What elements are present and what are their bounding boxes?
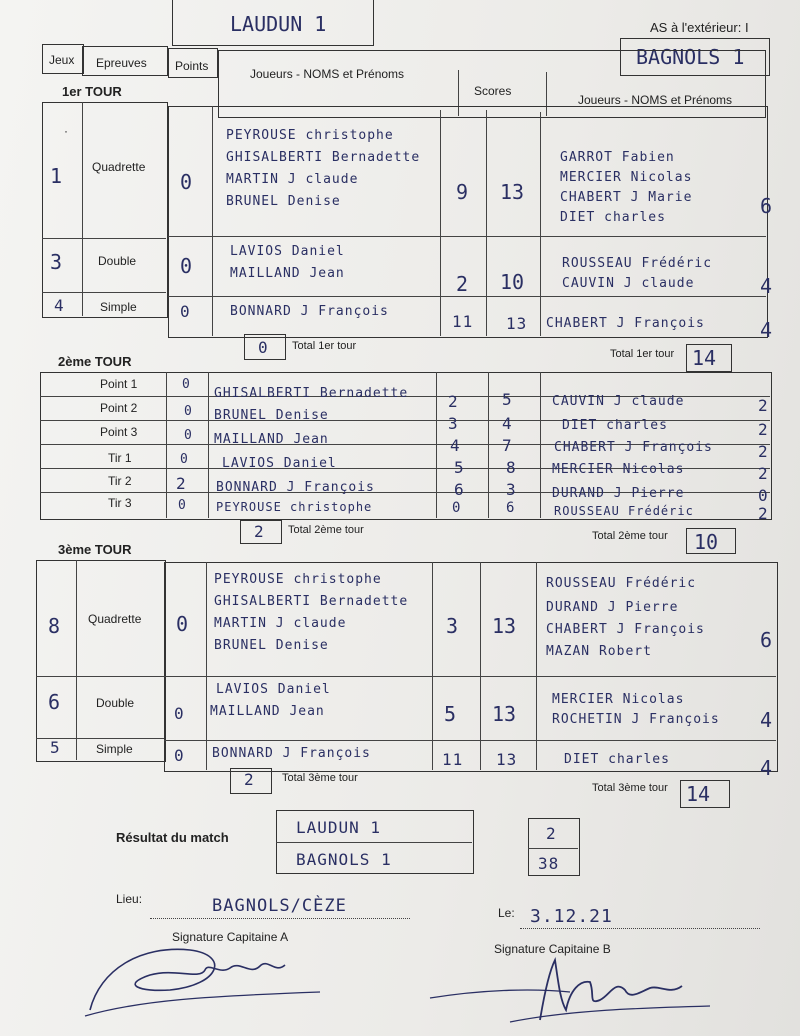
tour2-row5-score-a: 6 bbox=[454, 480, 465, 499]
tour2-row6-left: PEYROUSE christophe bbox=[216, 500, 373, 514]
tour3-game3-left-1: BONNARD J François bbox=[212, 746, 371, 761]
tour3-game2-num: 6 bbox=[48, 690, 61, 714]
tour2-row3-score-a: 4 bbox=[450, 436, 461, 455]
tour3-game2-right-1: MERCIER Nicolas bbox=[552, 692, 685, 707]
tour2-row5-points: 2 bbox=[176, 474, 187, 493]
tour2-row6-score-b: 6 bbox=[506, 500, 516, 516]
tour1-game1-left-4: BRUNEL Denise bbox=[226, 194, 341, 209]
header-scores: Scores bbox=[474, 84, 512, 98]
tour2-row4-event: Tir 1 bbox=[108, 451, 132, 465]
tour2-row5-score-b: 3 bbox=[506, 480, 517, 499]
header-joueurs-left: Joueurs - NOMS et Prénoms bbox=[250, 67, 405, 81]
tour1-left-grid bbox=[42, 102, 168, 318]
tour3-game1-left-4: BRUNEL Denise bbox=[214, 638, 329, 653]
header-joueurs-right: Joueurs - NOMS et Prénoms bbox=[578, 93, 733, 107]
tour3-left-grid bbox=[36, 560, 166, 762]
tour1-game1-score-b: 13 bbox=[500, 180, 525, 204]
tour1-game1-num: 1 bbox=[50, 164, 63, 188]
tour2-row5-right: DURAND J Pierre bbox=[552, 486, 685, 501]
tour2-row6-right: ROUSSEAU Frédéric bbox=[554, 504, 694, 518]
tour3-game1-right-points: 6 bbox=[760, 628, 773, 652]
tour1-game1-left-2: GHISALBERTI Bernadette bbox=[226, 150, 421, 165]
tour1-game1-right-3: CHABERT J Marie bbox=[560, 190, 693, 205]
tour2-total-right: 10 bbox=[694, 530, 719, 554]
tour3-game2-right-points: 4 bbox=[760, 708, 773, 732]
tour3-game1-points: 0 bbox=[176, 612, 189, 636]
tour3-total-left-label: Total 3ème tour bbox=[282, 772, 358, 784]
tour3-total-right: 14 bbox=[686, 782, 711, 806]
tour3-game1-event: Quadrette bbox=[88, 612, 142, 626]
tour2-row3-left: MAILLAND Jean bbox=[214, 432, 329, 447]
tour2-title: 2ème TOUR bbox=[58, 354, 132, 369]
tour3-game1-right-3: CHABERT J François bbox=[546, 622, 705, 637]
tour2-row1-left: GHISALBERTI Bernadette bbox=[214, 386, 409, 401]
header-jeux: Jeux bbox=[49, 53, 75, 67]
tour1-game3-score-b: 13 bbox=[506, 314, 528, 333]
tour3-game1-score-a: 3 bbox=[446, 614, 459, 638]
result-team-b: BAGNOLS 1 bbox=[296, 850, 392, 869]
tour1-game1-left-1: PEYROUSE christophe bbox=[226, 128, 394, 143]
tour2-row6-points: 0 bbox=[178, 498, 187, 513]
tour1-game3-event: Simple bbox=[100, 300, 137, 314]
tour2-total-right-label: Total 2ème tour bbox=[592, 530, 668, 542]
header-epreuves: Epreuves bbox=[96, 56, 147, 70]
date-value: 3.12.21 bbox=[530, 906, 613, 927]
tour2-row1-score-a: 2 bbox=[448, 392, 459, 411]
tour2-row2-points: 0 bbox=[184, 404, 193, 419]
tour3-game1-right-4: MAZAN Robert bbox=[546, 644, 652, 659]
tour2-row4-points: 0 bbox=[180, 452, 189, 467]
tour1-game2-event: Double bbox=[98, 254, 137, 268]
tour2-row4-left: LAVIOS Daniel bbox=[222, 456, 337, 471]
tour1-game2-right-1: ROUSSEAU Frédéric bbox=[562, 256, 713, 271]
tour3-game1-score-b: 13 bbox=[492, 614, 517, 638]
tour3-game3-points: 0 bbox=[174, 746, 185, 765]
tour2-row2-left: BRUNEL Denise bbox=[214, 408, 329, 423]
tour1-game2-num: 3 bbox=[50, 250, 63, 274]
tour1-game2-score-b: 10 bbox=[500, 270, 525, 294]
tour3-game3-event: Simple bbox=[96, 742, 133, 756]
tour2-row4-right-points: 2 bbox=[758, 464, 769, 483]
tour2-total-left: 2 bbox=[254, 522, 265, 541]
tour2-row6-event: Tir 3 bbox=[108, 496, 132, 510]
header-points: Points bbox=[175, 59, 209, 73]
tour1-game1-event: Quadrette bbox=[92, 160, 146, 174]
tour2-row1-event: Point 1 bbox=[100, 377, 138, 391]
tour3-game1-right-1: ROUSSEAU Frédéric bbox=[546, 576, 697, 591]
tour1-game2-right-points: 4 bbox=[760, 274, 773, 298]
home-team-name: LAUDUN 1 bbox=[230, 12, 327, 36]
tour1-game2-left-2: MAILLAND Jean bbox=[230, 266, 345, 281]
away-label: AS à l'extérieur: I bbox=[650, 20, 749, 35]
tour1-game1-points: 0 bbox=[180, 170, 193, 194]
signature-a-image bbox=[80, 930, 330, 1020]
tour3-game3-score-b: 13 bbox=[496, 750, 518, 769]
tour1-game1-left-3: MARTIN J claude bbox=[226, 172, 359, 187]
tour3-total-right-label: Total 3ème tour bbox=[592, 782, 668, 794]
tour3-game1-right-2: DURAND J Pierre bbox=[546, 600, 679, 615]
away-team-name: BAGNOLS 1 bbox=[636, 45, 745, 69]
lieu-value: BAGNOLS/CÈZE bbox=[212, 896, 347, 916]
signature-b-label: Signature Capitaine B bbox=[494, 942, 611, 956]
result-score-b: 38 bbox=[538, 854, 560, 873]
tour1-total-right-label: Total 1er tour bbox=[610, 348, 675, 360]
tour2-row6-score-a: 0 bbox=[452, 500, 462, 516]
date-label: Le: bbox=[498, 906, 515, 920]
tour1-game2-right-2: CAUVIN J claude bbox=[562, 276, 695, 291]
tour2-row4-score-a: 5 bbox=[454, 458, 465, 477]
tour2-row3-score-b: 7 bbox=[502, 436, 513, 455]
tour3-title: 3ème TOUR bbox=[58, 542, 132, 557]
tour2-row1-right-points: 2 bbox=[758, 396, 769, 415]
tour2-row4-right: MERCIER Nicolas bbox=[552, 462, 685, 477]
tour3-game2-left-2: MAILLAND Jean bbox=[210, 704, 325, 719]
tour3-game2-left-1: LAVIOS Daniel bbox=[216, 682, 331, 697]
tour2-row3-right: CHABERT J François bbox=[554, 440, 713, 455]
tour3-game3-score-a: 11 bbox=[442, 750, 464, 769]
tour3-game2-score-b: 13 bbox=[492, 702, 517, 726]
tour3-game3-right-points: 4 bbox=[760, 756, 773, 780]
tour1-game1-right-2: MERCIER Nicolas bbox=[560, 170, 693, 185]
signature-a-label: Signature Capitaine A bbox=[172, 930, 289, 944]
tour1-game1-right-1: GARROT Fabien bbox=[560, 150, 675, 165]
result-label: Résultat du match bbox=[116, 830, 229, 845]
tour3-game2-points: 0 bbox=[174, 704, 185, 723]
tour3-game1-left-3: MARTIN J claude bbox=[214, 616, 347, 631]
tour2-row2-right: DIET charles bbox=[562, 418, 668, 433]
tour2-row3-event: Point 3 bbox=[100, 425, 138, 439]
tour3-game2-score-a: 5 bbox=[444, 702, 457, 726]
tour3-game2-right-2: ROCHETIN J François bbox=[552, 712, 720, 727]
tour3-total-left: 2 bbox=[244, 770, 255, 789]
signature-b-image bbox=[420, 950, 720, 1030]
tour2-row5-right-points: 0 bbox=[758, 486, 769, 505]
tour2-row2-right-points: 2 bbox=[758, 420, 769, 439]
tour2-row6-right-points: 2 bbox=[758, 504, 769, 523]
tour1-game3-score-a: 11 bbox=[452, 312, 474, 331]
tour1-game3-num: 4 bbox=[54, 296, 64, 315]
score-sheet: LAUDUN 1 AS à l'extérieur: I BAGNOLS 1 Jeux Epreuves Points Joueurs - NOMS et Prénoms Scores Joueurs - NOMS et Prénoms 1er TOUR · 1 Quadrette 0 PEYROUSE christophe GHISALBERTI Bernadette MARTIN J claude BRUNEL Denise 9 13 GARROT Fabien MERCIER Nicolas CHABERT J Marie DIET charles 6 3 Double 0 LAVIOS Daniel MAILLAND Jean 2 10 ROUSSEAU Frédéric CAUVIN J claude 4 4 Simple 0 BONNARD J François 11 13 CHABERT J François 4 0 Total 1er tour Total 1er tour 14 2ème TOUR Point 1 0 GHISALBERTI Bernadette 2 5 CAUVIN J claude 2 Point 2 0 BRUNEL Denise 3 4 DIET charles 2 Point 3 0 MAILLAND Jean 4 7 CHABERT J François 2 Tir 1 0 LAVIOS Daniel 5 8 MERCIER Nicolas 2 Tir 2 2 BONNARD J François 6 3 DURAND J Pierre 0 Tir 3 0 PEYROUSE christophe 0 6 ROUSSEAU Frédéric 2 2 Total 2ème tour Total 2ème tour 10 3ème TOUR 8 Quadrette 0 PEYROUSE christophe GHISALBERTI Bernadette MARTIN J claude BRUNEL Denise 3 13 ROUSSEAU Frédéric DURAND J Pierre CHABERT J François MAZAN Robert 6 6 Double 0 LAVIOS Daniel MAILLAND Jean 5 13 MERCIER Nicolas ROCHETIN J François 4 5 Simple 0 BONNARD J François 11 13 DIET charles 4 2 Total 3ème tour Total 3ème tour 14 Résultat du match LAUDUN 1 BAGNOLS 1 2 38 Lieu: BAGNOLS/CÈZE Le: 3.12.21 Signature Capitaine A Signature Capitaine B bbox=[0, 0, 800, 1036]
tour1-game3-points: 0 bbox=[180, 302, 191, 321]
tour2-row1-points: 0 bbox=[182, 377, 191, 392]
tour2-row2-score-b: 4 bbox=[502, 414, 513, 433]
tour1-game3-right-1: CHABERT J François bbox=[546, 316, 705, 331]
tour2-row5-event: Tir 2 bbox=[108, 474, 132, 488]
tour2-row3-right-points: 2 bbox=[758, 442, 769, 461]
tour2-row1-score-b: 5 bbox=[502, 390, 513, 409]
tour2-row5-left: BONNARD J François bbox=[216, 480, 375, 495]
tour1-game3-right-points: 4 bbox=[760, 318, 773, 342]
result-team-a: LAUDUN 1 bbox=[296, 818, 382, 837]
tour3-game3-right-1: DIET charles bbox=[564, 752, 670, 767]
tour3-game1-left-1: PEYROUSE christophe bbox=[214, 572, 382, 587]
tour2-row3-points: 0 bbox=[184, 428, 193, 443]
tour1-game2-points: 0 bbox=[180, 254, 193, 278]
tour3-game1-left-2: GHISALBERTI Bernadette bbox=[214, 594, 409, 609]
tour3-game3-num: 5 bbox=[50, 738, 61, 757]
tour1-total-left-label: Total 1er tour bbox=[292, 340, 357, 352]
tour1-total-left: 0 bbox=[258, 338, 269, 357]
result-score-a: 2 bbox=[546, 824, 557, 843]
tour1-title: 1er TOUR bbox=[62, 84, 122, 99]
tour2-row4-score-b: 8 bbox=[506, 458, 517, 477]
lieu-label: Lieu: bbox=[116, 892, 143, 906]
tour1-game2-score-a: 2 bbox=[456, 272, 469, 296]
tour1-game1-score-a: 9 bbox=[456, 180, 469, 204]
tour3-game1-num: 8 bbox=[48, 614, 61, 638]
tour3-game2-event: Double bbox=[96, 696, 135, 710]
tour1-game1-right-points: 6 bbox=[760, 194, 773, 218]
tour2-total-left-label: Total 2ème tour bbox=[288, 524, 364, 536]
tour2-row2-event: Point 2 bbox=[100, 401, 138, 415]
tour1-game3-left-1: BONNARD J François bbox=[230, 304, 389, 319]
tour1-game1-right-4: DIET charles bbox=[560, 210, 666, 225]
tour1-total-right: 14 bbox=[692, 346, 717, 370]
tour2-row1-right: CAUVIN J claude bbox=[552, 394, 685, 409]
tour2-row2-score-a: 3 bbox=[448, 414, 459, 433]
tour1-game2-left-1: LAVIOS Daniel bbox=[230, 244, 345, 259]
